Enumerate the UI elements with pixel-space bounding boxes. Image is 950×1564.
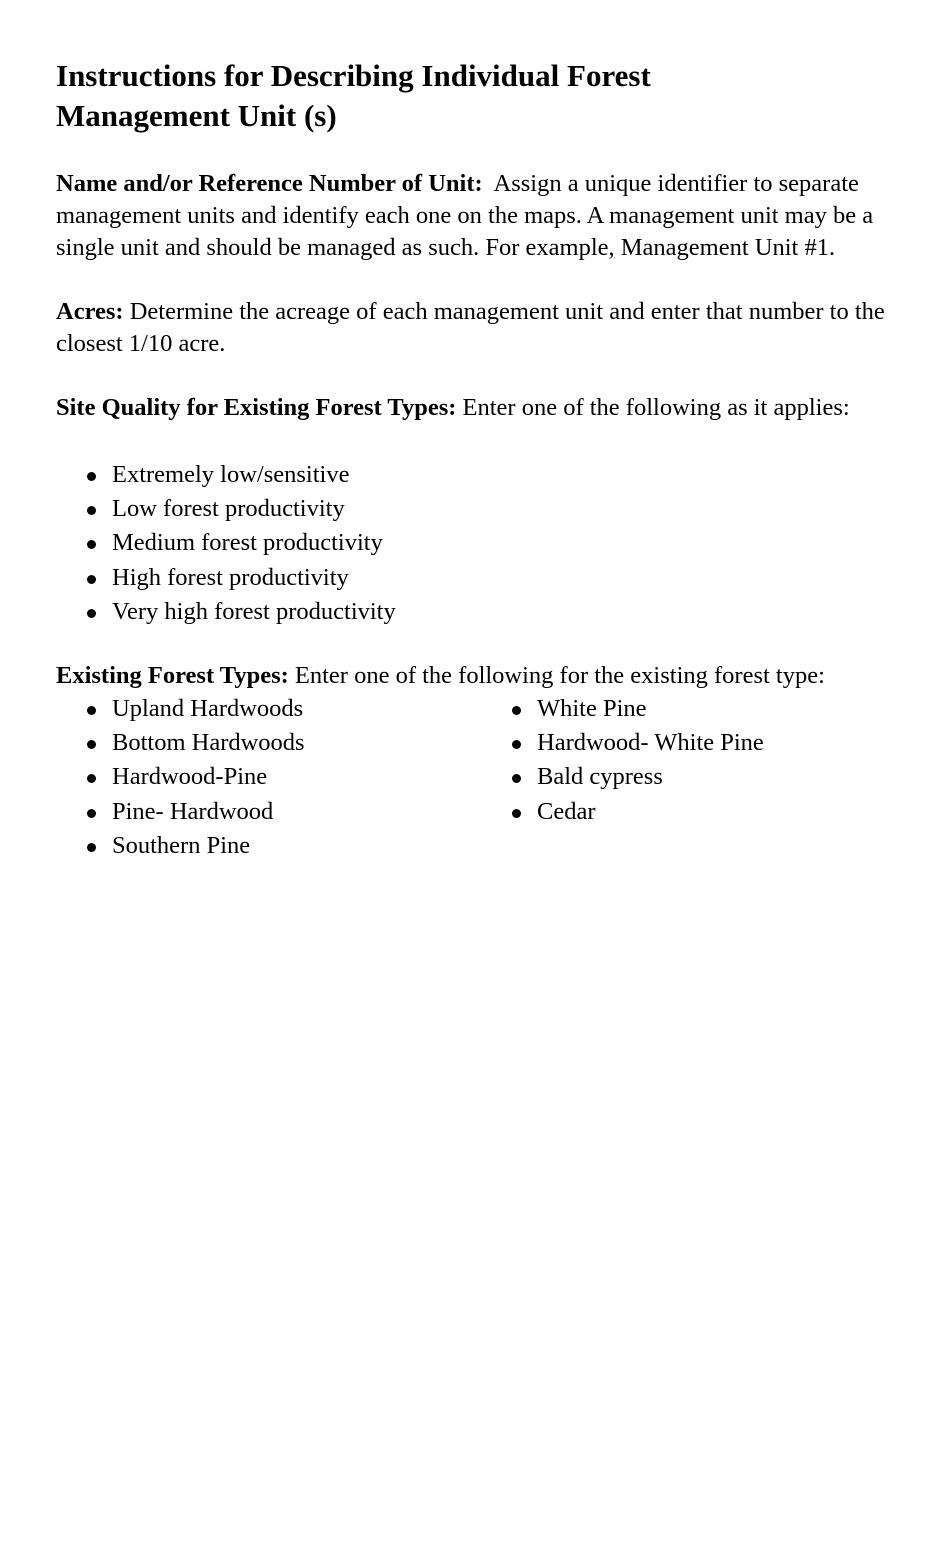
list-item: High forest productivity xyxy=(56,561,906,595)
list-item: Cedar xyxy=(481,795,906,829)
list-item: Pine- Hardwood xyxy=(56,795,481,829)
site-quality-label: Site Quality for Existing Forest Types: xyxy=(56,394,457,421)
list-item: Bottom Hardwoods xyxy=(56,726,481,760)
forest-types-text: Enter one of the following for the existing forest type: xyxy=(294,662,825,690)
site-quality-text: Enter one of the following as it applies: xyxy=(462,394,850,421)
forest-types-section xyxy=(56,660,906,692)
page-title: Instructions for Describing Individual Forest Management Unit (s) xyxy=(56,58,651,133)
list-item: Southern Pine xyxy=(56,829,481,863)
list-item: Bald cypress xyxy=(481,760,906,794)
list-item: Extremely low/sensitive xyxy=(56,458,906,492)
name-text: Assign a unique identifier to separate management units and identify each one on the maps. A management unit may be a single unit and should be managed as such. For example, Management Unit #1. xyxy=(56,170,874,261)
list-item: Upland Hardwoods xyxy=(56,692,481,726)
list-item: Hardwood-Pine xyxy=(56,760,481,794)
list-item: Medium forest productivity xyxy=(56,526,906,560)
site-quality-list xyxy=(56,458,906,629)
list-item: Very high forest productivity xyxy=(56,595,906,629)
acres-label: Acres: xyxy=(56,298,124,325)
name-section xyxy=(56,168,906,264)
acres-text: Determine the acreage of each management unit and enter that number to the closest 1/10 acre. xyxy=(56,298,885,357)
list-item: Hardwood- White Pine xyxy=(481,726,906,760)
document-body xyxy=(56,56,906,863)
list-item: Low forest productivity xyxy=(56,492,906,526)
list-item: White Pine xyxy=(481,692,906,726)
forest-types-columns xyxy=(56,692,906,863)
site-quality-section xyxy=(56,392,906,424)
name-label: Name and/or Reference Number of Unit: xyxy=(56,170,483,197)
forest-types-label: Existing Forest Types: xyxy=(56,662,289,690)
acres-section xyxy=(56,296,906,360)
forest-types-right-list xyxy=(481,692,906,863)
forest-types-left-list xyxy=(56,692,481,863)
